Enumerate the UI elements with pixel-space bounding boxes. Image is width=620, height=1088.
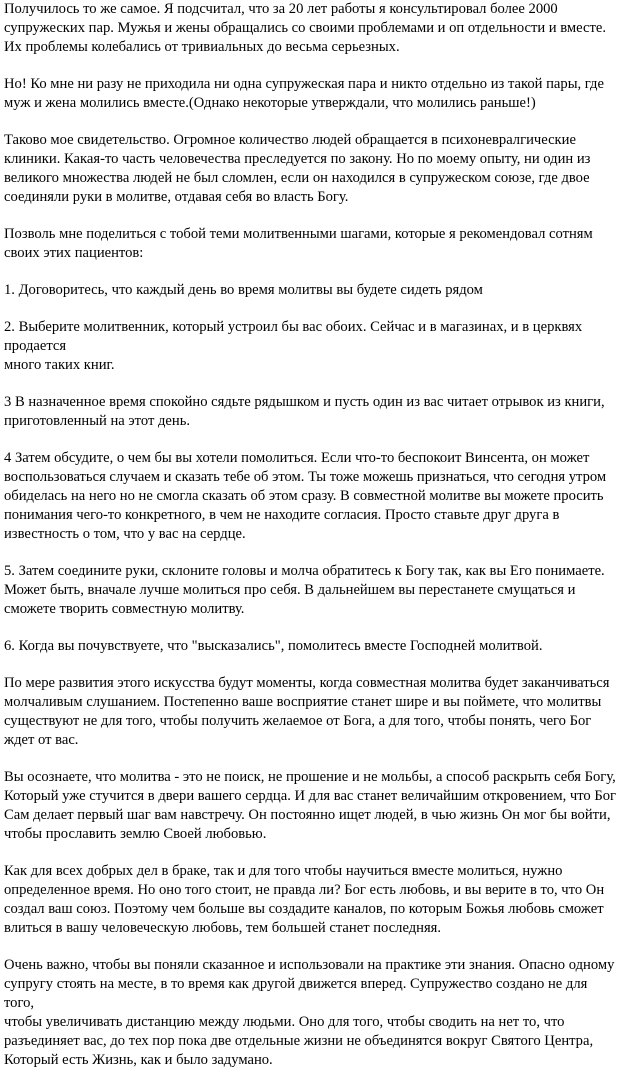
list-step-1: 1. Договоритесь, что каждый день во время молитвы вы будете сидеть рядом (4, 282, 483, 298)
list-step-2: 2. Выберите молитвенник, который устроил бы вас обоих. Сейчас и в магазинах, и в церквях продается много таких книг. (4, 319, 583, 373)
list-step-6: 6. Когда вы почувствуете, что "высказались", помолитесь вместе Господней молитвой. (4, 638, 543, 654)
list-step-4: 4 Затем обсудите, о чем бы вы хотели помолиться. Если что-то беспокоит Винсента, он может воспользоваться случаем и сказать тебе об этом. Ты тоже можешь признаться, что сегодня утром обиделась на него но не смогла сказать об этом сразу. В совместной молитве вы можете просить понимания чего-то конкретного, в чем не находите согласия. Просто ставьте друг друга в известность о том, что у вас на сердце. (4, 450, 607, 542)
document-page (4, 0, 616, 1088)
paragraph: Вы осознаете, что молитва - это не поиск, не прошение и не мольбы, а способ раскрыть себя Богу, Который уже стучится в двери вашего сердца. И для вас станет величайшим откровением, что Бог Сам делает первый шаг вам навстречу. Он постоянно ищет людей, в чью жизнь Он мог бы войти, чтобы прославить землю Своей любовью. (4, 769, 617, 842)
paragraph: Таково мое свидетельство. Огромное количество людей обращается в психоневралгические клиники. Какая-то часть человечества преследуется по закону. Но по моему опыту, ни один из великого множества людей не был сломлен, если он находился в супружеском союзе, где двое соединяли руки в молитве, отдавая себя во власть Богу. (4, 132, 591, 205)
paragraph: Позволь мне поделиться с тобой теми молитвенными шагами, которые я рекомендовал сотням своих этих пациентов: (4, 226, 593, 261)
paragraph: По мере развития этого искусства будут моменты, когда совместная молитва будет заканчиваться молчаливым слушанием. Постепенно ваше восприятие станет шире и вы поймете, что молитвы существуют не для того, чтобы получить желаемое от Бога, а для того, чтобы понять, чего Бог ждет от вас. (4, 675, 610, 748)
paragraph: Но! Ко мне ни разу не приходила ни одна супружеская пара и никто отдельно из такой пары, где муж и жена молились вместе.(Однако некоторые утверждали, что молились раньше!) (4, 76, 604, 111)
list-step-5: 5. Затем соедините руки, склоните головы и молча обратитесь к Богу так, как вы Его понимаете. Может быть, вначале лучше молиться про себя. В дальнейшем вы перестанете смущаться и сможете творить совместную молитву. (4, 563, 605, 617)
paragraph: Получилось то же самое. Я подсчитал, что за 20 лет работы я консультировал более 2000 супружеских пар. Мужья и жены обращались со своими проблемами и оп отдельности и вместе. Их проблемы колебались от тривиальных до весьма серьезных. (4, 1, 606, 55)
list-step-3: 3 В назначенное время спокойно сядьте рядышком и пусть один из вас читает отрывок из книги, приготовленный на этот день. (4, 394, 605, 429)
paragraph: Очень важно, чтобы вы поняли сказанное и использовали на практике эти знания. Опасно одному супругу стоять на месте, в то время как другой движется вперед. Супружество создано не для того, чтобы увеличивать дистанцию между людьми. Оно для того, чтобы сводить на нет то, что разъединяет вас, до тех пор пока две отдельные жизни не объединятся вокруг Святого Центра, Который есть Жизнь, как и было задумано. (4, 957, 615, 1068)
paragraph: Как для всех добрых дел в браке, так и для того чтобы научиться вместе молиться, нужно определенное время. Но оно того стоит, не правда ли? Бог есть любовь, и вы верите в то, что Он создал ваш союз. Поэтому чем больше вы создадите каналов, по которым Божья любовь сможет влиться в вашу человеческую любовь, тем большей станет последняя. (4, 863, 605, 936)
